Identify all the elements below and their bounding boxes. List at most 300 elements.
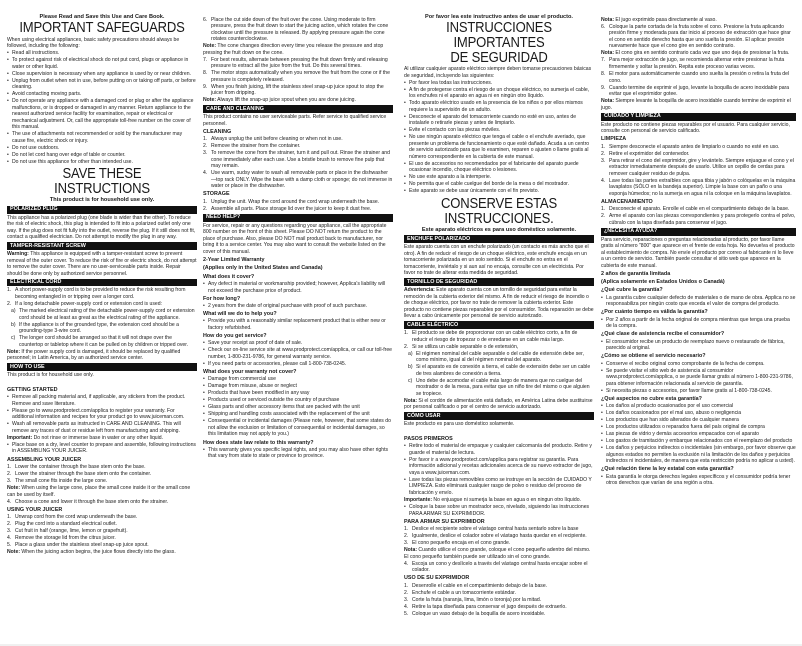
section-header-tamper-screw: TAMPER-RESISTANT SCREW — [7, 242, 197, 250]
list-item: • Desconecte el aparato del tomacorriente cuando no esté en uso, antes de instalarle o retirarle piezas y antes de limpiarlo. — [404, 114, 594, 127]
numbered-item — [404, 590, 594, 597]
assembling-list-es — [404, 526, 594, 547]
item-number: 4. — [404, 603, 409, 610]
list-item: • Products that have been modified in any way — [203, 390, 393, 397]
item-number: b) — [11, 321, 16, 328]
numbered-item — [203, 70, 393, 83]
list-item: • El uso de accesorios no recomendados por el fabricante del aparato puede ocasionar incendio, choque eléctrico o lesiones. — [404, 161, 594, 174]
list-item: • Se puede visitar el sitio web de asistencia al consumidor www.prodprotect.com/applica, o se puede llamar gratis al número 1-800-231-9786, para obtener información relacionada al servicio de garantía. — [601, 368, 796, 388]
item-number: 7. — [203, 56, 208, 63]
item-text: For best results, alternate between pressing the fruit down firmly and releasing pressure to extract all the juice from the fruit. Do this several times. — [211, 56, 388, 70]
item-text: El producto se debe de proporcionar con un cable eléctrico corto, a fin de reducir el riesgo de tropezar o de enredarse en un cable más largo. — [412, 330, 578, 343]
item-text: Retire la tapa diseñada para conservar el jugo después de extraerlo. — [412, 603, 567, 610]
storage-title: STORAGE — [203, 191, 230, 198]
item-number: b) — [408, 364, 413, 371]
tamper-screw-text-es: Advertencia: Este aparato cuenta con un tornillo de seguridad para evitar la remoción de la cubierta exterior del mismo. A fin de reducir el riesgo de incendio o de choque eléctrico, por favor no trate de remover la cubierta exterior. Este producto no contiene piezas reparables por el consumidor. Toda reparación se debe llevar a cabo únicamente por personal de servicio autorizado. — [404, 287, 594, 320]
list-item: • Los productos que han sido alterados de cualquier manera — [601, 417, 796, 424]
item-text: When you finish juicing, lift the stainless steel snap-up juice spout to stop the juicer from dripping. — [211, 83, 384, 97]
cord-sublist — [7, 308, 197, 348]
item-text: Uno debe de acomodar el cable más largo de manera que no cuelgue del mostrador o de la mesa, para evitar que un niño tire del mismo o que alguien se tropiece. — [416, 377, 590, 397]
numbered-item — [404, 364, 594, 377]
getting-started-list — [7, 394, 197, 434]
save-instructions-title: SAVE THESE INSTRUCTIONS — [54, 166, 150, 198]
warranty-a4-es — [601, 361, 796, 395]
numbered-item — [7, 528, 197, 535]
item-text: Place a glass under the stainless steel snap-up juice spout. — [15, 542, 149, 549]
numbered-item — [404, 344, 594, 351]
list-item: • 2 years from the date of original purchase with proof of such purchase. — [203, 303, 393, 310]
section-header-how-to-use: HOW TO USE — [7, 363, 197, 371]
item-number: 2. — [7, 470, 12, 477]
numbered-item — [404, 611, 594, 618]
warranty-q3: What will we do to help you? — [203, 311, 277, 318]
storage-list — [203, 199, 393, 213]
column-english-safeguards — [7, 14, 197, 556]
cleaning-list-es — [601, 144, 796, 198]
assembling-note: Note: When using the large cone, place the small cone inside it or the small cone can be used by itself. — [7, 485, 191, 498]
warranty-a3 — [203, 318, 393, 331]
numbered-item — [203, 143, 393, 150]
item-number: 5. — [404, 610, 409, 617]
section-header-need-help: NEED HELP? — [203, 214, 393, 222]
list-item: • Por favor lea todas las instrucciones. — [404, 80, 594, 87]
item-text: If the appliance is of the grounded type, the extension cord should be a grounding-type 3-wire cord. — [19, 321, 179, 335]
using-note-1: Note: The cone changes direction every time you release the pressure and stop pressing the fruit down on the cone. — [203, 43, 384, 56]
numbered-item — [203, 17, 393, 43]
warranty-a2-es — [601, 317, 796, 330]
numbered-item — [7, 464, 197, 471]
list-item: • Todo aparato eléctrico usado en la presencia de los niños o por ellos mismos requiere la supervisión de un adulto. — [404, 100, 594, 113]
list-item: • The use of attachments not recommended or sold by the manufacturer may cause fire, electric shock or injury. — [7, 131, 197, 144]
item-text: Igualmente, deslice el colador sobre el vástago hasta quedar en el recipiente. — [412, 533, 587, 540]
item-text: Remove the storage lid from the citrus juicer. — [15, 535, 116, 542]
getting-started-list-es — [404, 443, 594, 496]
list-item: • Remove all packing material and, if applicable, any stickers from the product. Remove and save literature. — [7, 394, 197, 407]
polarized-plug-text-es: Este aparato cuenta con un enchufe polarizado (un contacto es más ancho que el otro). A fin de reducir el riesgo de un choque eléctrico, este enchufe encaja en un tomacorriente polarizada en un solo sentido. Si el enchufe no entra en el tomacorriente, inviértalo y si aun así no encaja, consulte con un electricista. Por favor no trate de alterar esta medida de seguridad. — [404, 244, 589, 277]
warranty-q5: What does your warranty not cover? — [203, 368, 297, 375]
list-item: • Provide you with a reasonably similar replacement product that is either new or factory refurbished. — [203, 318, 393, 331]
important-note: Important: Do not rinse or immerse base in water or any other liquid. — [7, 434, 163, 441]
numbered-item — [203, 150, 393, 170]
item-number: 2. — [404, 533, 409, 540]
list-item: • Do not let cord hang over edge of table or counter. — [7, 152, 197, 159]
list-item: • Please go to www.prodprotect.com/applica to register your warranty. For additional information and recipes for your product go to www.juiceman.com. — [7, 408, 197, 421]
care-text-es: Este producto no contiene piezas reparables por el usuario. Para cualquier servicio, consulte con personal de servicio calificado. — [601, 121, 790, 135]
list-item: • Any defect in material or workmanship provided; however, Applica's liability will not exceed the purchase price of product. — [203, 281, 393, 294]
pre-title-es: Por favor lea este instructivo antes de usar el producto. — [425, 14, 573, 20]
numbered-item — [601, 213, 796, 226]
pre-title: Please Read and Save this Use and Care Book. — [39, 14, 165, 20]
item-number: 3. — [601, 157, 606, 164]
item-number: 4. — [601, 177, 606, 184]
save-instructions-title-es: CONSERVE ESTAS INSTRUCCIONES. — [441, 195, 557, 227]
warranty-q6-es: ¿Qué relación tiene la ley estatal con esta garantía? — [601, 466, 734, 473]
how-to-use-text: This product is for household use only. — [7, 372, 94, 379]
list-item: • Por 2 años a partir de la fecha original de compra mientras que tenga una prueba de la compra. — [601, 317, 796, 330]
item-text: Retire el exprimidor del contenedor. — [609, 150, 690, 157]
polarized-plug-text: This appliance has a polarized plug (one blade is wider than the other). To reduce the risk of electric shock, this plug is intended to fit into a polarized outlet only one way. If the plug does not fit fully into the outlet, reverse the plug. If it still does not fit, contact a qualified electrician. Do not attempt to modify the plug in any way. — [7, 214, 196, 241]
warranty-q2: For how long? — [203, 295, 241, 302]
item-number: 9. — [601, 84, 606, 91]
numbered-item — [404, 526, 594, 533]
numbered-item — [7, 499, 197, 506]
warranty-q1-es: ¿Qué cubre la garantía? — [601, 287, 663, 294]
list-item: • Esta garantía le otorga derechos legales específicos y el consumidor podría tener otros derechos que varían de una región a otra. — [601, 474, 796, 487]
item-number: a) — [11, 308, 16, 315]
list-item: • No use este aparato a la intemperie. — [404, 174, 594, 181]
cord-list-es — [404, 330, 594, 350]
assembling-list-2-es — [404, 561, 594, 574]
list-item: • Retire todo el material de empaque y cualquier calcomanía del producto. Retire y guarde el material de lectura. — [404, 443, 594, 456]
item-number: 7. — [601, 57, 606, 64]
numbered-item — [203, 57, 393, 70]
list-item: • Products used or serviced outside the country of purchase — [203, 397, 393, 404]
warranty-q2-es: ¿Por cuánto tiempo es válida la garantía? — [601, 309, 708, 316]
how-to-use-text-es: Este producto es para uso doméstico solamente. — [404, 421, 515, 428]
storage-list-es — [601, 206, 796, 226]
item-number: 1. — [601, 206, 606, 213]
item-text: Deslice el recipiente sobre el vástago central hasta sentarlo sobre la base — [412, 526, 579, 533]
numbered-item — [203, 199, 393, 206]
assembling-title-es: PARA ARMAR SU EXPRIMIDOR — [404, 518, 485, 525]
item-number: 1. — [7, 287, 12, 294]
list-item: • A fin de protegerse contra el riesgo de un choque eléctrico, no sumerja el cable, los enchufes ni el aparato en agua ni en ningún otro líquido. — [404, 87, 594, 100]
item-number: c) — [11, 335, 16, 342]
list-item: • Los daños al producto ocasionados por el uso comercial — [601, 403, 796, 410]
cord-note: Note: If the power supply cord is damaged, it should be replaced by qualified personnel; in Latin America, by an authorized service center. — [7, 348, 181, 362]
getting-started-title-es: PASOS PRIMEROS — [404, 435, 453, 442]
numbered-item — [7, 471, 197, 478]
item-text: Choose a cone and lower it through the base stem onto the strainer. — [15, 498, 169, 505]
item-text: Lower the container through the base stem onto the base. — [15, 463, 146, 470]
numbered-item — [601, 85, 796, 98]
item-text: Lower the strainer through the base stem onto the container. — [15, 470, 152, 477]
list-item: • El consumidor recibe un producto de reemplazo nuevo o restaurado de fábrica, parecido al original. — [601, 339, 796, 352]
warranty-q4: How do you get service? — [203, 332, 267, 339]
item-text: El cono pequeño encaja en el cono grande. — [412, 540, 511, 547]
list-item: • To protect against risk of electrical shock do not put cord, plugs or appliance in water or other liquid. — [7, 57, 197, 70]
item-number: 3. — [404, 540, 409, 547]
list-item: • Las piezas de vidrio y demás accesorios empacados con el aparato — [601, 431, 796, 438]
numbered-item — [601, 178, 796, 198]
list-item: • Damage from misuse, abuse or neglect — [203, 383, 393, 390]
list-item: • No permita que el cable cuelgue del borde de la mesa o del mostrador. — [404, 181, 594, 188]
numbered-item — [203, 136, 393, 143]
item-number: 1. — [7, 463, 12, 470]
getting-started-list-2-es — [404, 504, 594, 517]
numbered-item — [601, 158, 796, 178]
numbered-item — [203, 84, 393, 97]
item-number: 3. — [203, 150, 208, 157]
item-text: Lave todas las partes extraíbles con agua tibia y jabón o colóquelas en la máquina lavaplatos (SÓLO en la bandeja superior). Limpie la base con un paño o una esponja húmedos; no la sumerja en agua ni la coloque en la máquina lavaplatos. — [609, 177, 796, 197]
warranty-a1 — [203, 281, 393, 294]
section-header-need-help-es: ¿NECESITA AYUDA? — [601, 228, 796, 236]
assembling-list-2 — [7, 499, 197, 506]
section-header-polarized-plug-es: ENCHUFE POLARIZADO — [404, 235, 594, 243]
storage-title-es: ALMACENAMIENTO — [601, 198, 653, 205]
item-number: 2. — [601, 213, 606, 220]
cleaning-title: CLEANING — [203, 128, 232, 135]
section-header-care-cleaning-es: CUIDADO Y LIMPIEZA — [601, 113, 796, 121]
warranty-q4-es: ¿Cómo se obtiene el servicio necesario? — [601, 353, 706, 360]
numbered-item — [404, 378, 594, 398]
list-item: • Evite el contacto con las piezas móviles. — [404, 127, 594, 134]
numbered-item — [404, 561, 594, 574]
warranty-title-es: 2 años de garantía limitada — [601, 270, 671, 277]
list-item: • Avoid contacting moving parts. — [7, 91, 197, 98]
page-title-es-line2: DE SEGURIDAD — [450, 49, 548, 66]
numbered-item — [7, 535, 197, 542]
item-number: 2. — [601, 150, 606, 157]
numbered-item — [7, 301, 197, 308]
using-title-es: USO DE SU EXPRIMIDOR — [404, 575, 470, 582]
using-note-2: Note: Always lift the snap-up juice spout when you are done juicing. — [203, 97, 356, 104]
warranty-q3-es: ¿Qué clase de asistencia recibe el consumidor? — [601, 331, 725, 338]
item-text: Corte la fruta (naranja, lima, limón o toronja) por la mitad. — [412, 596, 542, 603]
section-header-tamper-screw-es: TORNILLO DE SEGURIDAD — [404, 278, 594, 286]
numbered-item — [203, 206, 393, 213]
numbered-item — [601, 144, 796, 151]
warranty-a4 — [203, 340, 393, 367]
cleaning-title-es: LIMPIEZA — [601, 136, 627, 143]
need-help-text-es: Para servicio, reparaciones o preguntas relacionadas al producto, por favor llame gratis al número "800" que aparece en el frente de esta hoja. No devuelva el producto al establecimiento de compra. No envíe el producto por correo al fabricante ni lo lleve a un centro de servicio. También puede consultar el sitio web que aparece en la cubierta de este manual. — [601, 236, 795, 269]
need-help-text: For service, repair or any questions regarding your appliance, call the appropriate 800 number on the front of this sheet. Please DO NOT return the product to the place of purchase. Also, please DO NOT mail product back to manufacturer, nor bring it to a service center. You may also want to consult the website listed on the cover of this manual. — [203, 222, 387, 255]
item-number: 4. — [203, 170, 208, 177]
item-text: Desconecte el aparato. Enrolle el cable en el compartimiento debajo de la base. — [609, 206, 790, 213]
list-item: • Place base on a dry, level counter to prepare and assemble, following instructions in ASSEMBLING YOUR JUICER. — [7, 442, 197, 455]
item-number: 3. — [7, 528, 12, 535]
warranty-a3-es — [601, 339, 796, 352]
numbered-item — [404, 351, 594, 364]
section-header-how-to-use-es: CÓMO USAR — [404, 412, 594, 420]
warranty-q5-es: ¿Qué aspectos no cubre esta garantía? — [601, 395, 702, 402]
item-number: 6. — [601, 23, 606, 30]
item-number: 1. — [601, 143, 606, 150]
item-number: 1. — [404, 526, 409, 533]
warranty-a5 — [203, 376, 393, 438]
item-number: 9. — [203, 83, 208, 90]
numbered-item — [7, 542, 197, 549]
column-spanish-safeguards — [404, 14, 594, 618]
list-item: • Coloque la base sobre un mostrador seco, nivelado, siguiendo las instrucciones PARA ARMAR SU EXPRIMIDOR. — [404, 504, 594, 517]
list-item: • Read all instructions. — [7, 50, 197, 57]
item-text: To remove the cone from the strainer, turn it and pull out. Rinse the strainer and cone immediately after each use. Use a bristle brush to remove fine pulp that may remain. — [211, 150, 390, 170]
numbered-item — [404, 330, 594, 343]
tamper-screw-text: Warning: This appliance is equipped with a tamper-resistant screw to prevent removal of the outer cover. To reduce the risk of fire or electric shock, do not attempt to remove the outer cover. There are no user-serviceable parts inside. Repair should be done only by authorized service personnel. — [7, 251, 197, 277]
item-text: Always unplug the unit before cleaning or when not in use. — [211, 136, 343, 143]
item-text: Si el aparato es de conexión a tierra, el cable de extensión debe ser un cable de tres alambres de conexión a tierra. — [416, 364, 591, 377]
item-number: 4. — [7, 498, 12, 505]
list-item: • Los daños ocasionados por el mal uso, abuso o negligencia — [601, 410, 796, 417]
numbered-item — [404, 533, 594, 540]
warranty-a6-es — [601, 474, 796, 487]
list-item: • Lave todas las piezas removibles como se instruye en la sección de CUIDADO Y LIMPIEZA. Esto eliminará cualquier rasgo de polvo o residuo del proceso de fabricación y envío. — [404, 477, 594, 497]
numbered-item — [7, 514, 197, 521]
safeguards-list-es — [404, 80, 594, 195]
item-text: The motor stops automatically when you remove the fruit from the cone or if the pressure is completely released. — [211, 70, 390, 83]
page-title: IMPORTANT SAFEGUARDS — [19, 20, 185, 37]
item-number: 1. — [203, 136, 208, 143]
item-text: Plug the cord into a standard electrical outlet. — [15, 521, 117, 528]
item-number: 1. — [404, 330, 409, 337]
assembling-title: ASSEMBLING YOUR JUICER — [7, 456, 82, 463]
page-title-es-line1: INSTRUCCIONES IMPORTANTES — [446, 20, 552, 51]
warranty-subtitle-es: (Aplica solamente en Estados Unidos o Canadá) — [601, 279, 725, 285]
list-item: • Shipping and handling costs associated with the replacement of the unit — [203, 411, 393, 418]
item-number: 6. — [203, 16, 208, 23]
item-text: The small cone fits inside the large cone. — [15, 477, 108, 484]
item-text: Cuando termine de exprimir el jugo, levante la boquilla de acero inoxidable para evitar que el exprimidor gotee. — [609, 84, 790, 98]
numbered-item — [404, 583, 594, 590]
safeguards-list — [7, 50, 197, 165]
item-text: Remove the strainer from the container. — [211, 143, 301, 150]
using-list-es — [404, 583, 594, 618]
list-item: • Los daños y perjuicios indirectos o incidentales (sin embargo, por favor observe que algunos estados no permiten la exclusión ni la limitación de los daños y perjuicios indirectos ni incidentales, de manera que esta restricción podría no aplicar a usted). — [601, 445, 796, 465]
item-number: 8. — [203, 70, 208, 77]
section-header-polarized-plug: POLARIZED PLUG — [7, 206, 197, 214]
cord-note-es: Nota: Si el cordón de alimentación está dañado, en América Latina debe sustituirse por personal calificado o por el centro de servicio autorizado. — [404, 397, 593, 411]
item-text: Unplug the unit. Wrap the cord around the cord wrap underneath the base. — [211, 198, 380, 205]
item-number: a) — [408, 350, 413, 357]
item-text: Para mejor extracción de jugo, se recomienda alternar entre presionar la fruta firmemente y soltar la presión. Repita este proceso varias veces. — [609, 57, 785, 70]
item-text: Use warm, sudsy water to wash all removable parts or place in the dishwasher—top rack ONLY. Wipe the base with a damp cloth or sponge; do not immerse in water or place in the dishwasher. — [211, 170, 393, 190]
important-note-es: Importante: No enjuague ni sumerja la base en agua o en ningun otro líquido. — [404, 497, 581, 503]
numbered-item — [7, 478, 197, 485]
item-text: Coloque la parte cortada de la fruta sobre el cono. Presione la fruta aplicando presión firme y moderada para dar inicio al proceso de extracción que hace girar el cono en sentido derecho hasta que uno suelta la presión. El aplicar presión nuevamente hace que el cono gire en sentido contrario. — [609, 23, 791, 50]
list-item: • Check our on-line service site at www.prodprotect.com/applica, or call our toll-free number, 1-800-231-9786, for general warranty service. — [203, 347, 393, 360]
column-spanish-care-warranty — [601, 16, 796, 487]
item-text: Enchufe el cable a un tomacorriente estándar. — [412, 589, 516, 596]
item-text: Place the cut side down of the fruit over the cone. Using moderate to firm pressure, press the fruit down to start the juicing action, which rotates the cone clockwise until the pressure is released. By applying pressure again the cone rotates counterclockwise. — [211, 16, 389, 43]
warranty-subtitle: (Applies only in the United States and Canada) — [203, 265, 323, 272]
cord-list — [7, 287, 197, 307]
list-item: • Si necesita piezas o accesorios, por favor llame gratis al 1-800-738-0245. — [601, 388, 796, 395]
column-english-care-warranty — [203, 16, 393, 460]
item-text: El régimen nominal del cable separable o del cable de extensión debe ser, como mínimo, igual al del régimen nominal del aparato. — [416, 350, 584, 364]
list-item: • Glass parts and other accessory items that are packed with the unit — [203, 404, 393, 411]
item-number: 8. — [601, 71, 606, 77]
using-list-cont-2 — [203, 57, 393, 97]
warranty-a1-es — [601, 295, 796, 308]
item-number: 1. — [203, 198, 208, 205]
item-text: A short power-supply cord is to be provided to reduce the risk resulting from becoming entangled in or tripping over a longer cord. — [15, 287, 186, 300]
item-text: If a long detachable power-supply cord or extension cord is used: — [15, 301, 162, 308]
list-item: • Consequential or incidental damages (Please note, however, that some states do not allow the exclusion or limitation of consequential or incidental damages, so this limitation may not apply to you.) — [203, 418, 393, 438]
item-number: 5. — [7, 542, 12, 549]
item-text: Cut fruit in half (orange, lime, lemon or grapefruit). — [15, 528, 128, 535]
item-number: 2. — [203, 143, 208, 150]
intro-text: When using electrical appliances, basic safety precautions should always be followed, including the following: — [7, 36, 180, 50]
numbered-item — [601, 71, 796, 84]
list-item: • Save your receipt as proof of date of sale. — [203, 340, 393, 347]
item-number: 3. — [7, 477, 12, 484]
using-note-2-es: Nota: Siempre levante la boquilla de acero inoxidable cuando termine de exprimir el jugo. — [601, 98, 791, 111]
item-text: Escoja un cono y deslícelo a través del vástago central hasta encajar sobre el colador. — [412, 560, 588, 574]
intro-text-es: Al utilizar cualquier aparato eléctrico siempre deben tomarse precauciones básicas de seguridad, incluyendo las siguientes: — [404, 66, 592, 79]
list-item: • Close supervision is necessary when any appliance is used by or near children. — [7, 71, 197, 78]
section-header-electrical-cord-es: CABLE ELÉCTRICO — [404, 321, 594, 329]
numbered-item — [7, 335, 197, 348]
warranty-a2 — [203, 303, 393, 310]
list-item: • Do not use this appliance for other than intended use. — [7, 159, 197, 166]
item-number: 1. — [404, 582, 409, 589]
using-title: USING YOUR JUICER — [7, 506, 63, 513]
numbered-item — [203, 170, 393, 190]
item-text: Unwrap cord from the cord wrap underneath the base. — [15, 514, 138, 521]
getting-started-list-2 — [7, 442, 197, 455]
numbered-item — [601, 151, 796, 158]
household-note-es: Este aparato eléctricos es para uso doméstico solamente. — [421, 226, 577, 233]
list-item: • Los gastos de tramitación y embarque relacionados con el reemplazo del producto — [601, 438, 796, 445]
list-item: • Los productos utilizados o reparados fuera del país original de compra — [601, 424, 796, 431]
item-number: 2. — [203, 205, 208, 212]
warranty-q1: What does it cover? — [203, 273, 255, 280]
care-text: This product contains no user serviceable parts. Refer service to qualified service personnel. — [203, 114, 387, 127]
assembling-list — [7, 464, 197, 485]
list-item: • Wash all removable parts as instructed in CARE AND CLEANING. This will remove any traces of dust or residue left from manufacturing and shipping. — [7, 421, 197, 434]
list-item: • Este aparato se debe usar únicamente con el fin previsto. — [404, 188, 594, 195]
warranty-q6: How does state law relate to this warranty? — [203, 439, 314, 446]
warranty-title: 2-Year Limited Warranty — [203, 256, 265, 263]
numbered-item — [601, 206, 796, 213]
list-item: • If you need parts or accessories, please call 1-800-738-0245. — [203, 361, 393, 368]
item-number: 4. — [7, 535, 12, 542]
using-note-1-es: Nota: El cono gira en sentido contrario cada vez que uno deja de presionar la fruta. — [601, 50, 790, 57]
item-text: The longer cord should be arranged so that it will not drape over the countertop or tabletop where it can be pulled on by children or tripped over. — [19, 335, 189, 348]
item-text: Desenrolle el cable en el compartimiento debajo de la base. — [412, 582, 548, 589]
numbered-item — [7, 521, 197, 528]
item-number: 4. — [404, 560, 409, 567]
numbered-item — [404, 597, 594, 604]
item-number: 2. — [404, 343, 409, 350]
list-item: • La garantía cubre cualquier defecto de materiales o de mano de obra. Applica no se responsabiliza por ningún costo que exceda el valor de compra del producto. — [601, 295, 796, 308]
section-header-care-cleaning: CARE AND CLEANING — [203, 105, 393, 113]
section-header-electrical-cord: ELECTRICAL CORD — [7, 279, 197, 287]
item-text: Coloque un vaso debajo de la boquilla de acero inoxidable. — [412, 610, 546, 617]
numbered-item — [601, 24, 796, 50]
item-text: Para retirar el cono del exprimidor, gire y levántelo. Siempre enjuague el cono y el extractor inmediatamente después de usarlo. Utilice un cepillo de cerdas para remover cualquier residuo de pulpa. — [609, 157, 794, 177]
item-number: c) — [408, 377, 413, 384]
using-list-cont — [203, 17, 393, 43]
list-item: • Damage from commercial use — [203, 376, 393, 383]
list-item: • This warranty gives you specific legal rights, and you may also have other rights that vary from state to state or province to province. — [203, 447, 393, 460]
warranty-a6 — [203, 447, 393, 460]
list-item: • No use ningún aparato eléctrico que tenga el cable o el enchufe averiado, que presente un problema de funcionamiento o que esté dañado. Acuda a un centro de servicio autorizado para que lo examinen, reparen o ajusten o llame gratis al número correspondiente en la cubierta de este manual. — [404, 134, 594, 160]
numbered-item — [7, 308, 197, 321]
using-note: Note: When the juicing action begins, the juice flows directly into the glass. — [7, 549, 176, 556]
warranty-a5-es — [601, 403, 796, 465]
item-number: 1. — [7, 514, 12, 521]
using-note-0-es: Nota: El jugo exprimido pasa directamente al vaso. — [601, 16, 717, 23]
numbered-item — [404, 604, 594, 611]
item-number: 2. — [7, 301, 12, 308]
numbered-item — [7, 322, 197, 335]
item-text: El motor para automáticamente cuando uno suelta la presión o retira la fruta del cono. — [609, 71, 790, 84]
numbered-item — [404, 540, 594, 547]
item-text: Si se utiliza un cable separable o de extensión, — [412, 343, 519, 350]
using-list — [7, 514, 197, 549]
item-number: 3. — [404, 596, 409, 603]
list-item: • Do not operate any appliance with a damaged cord or plug or after the appliance malfunctions, or is dropped or damaged in any manner. Return appliance to the nearest authorized service facility for examination, repair or electrical or mechanical adjustment. Or, call the appropriate toll-free number on the cover of this manual. — [7, 98, 197, 131]
item-text: Arme el aparato con las piezas correspondientes y para protegerlo contra el polvo, cúbralo con la tapa diseñada para conservar el jugo. — [609, 213, 796, 226]
numbered-item — [7, 287, 197, 300]
assembling-note-es: Nota: Cuando utilice el cono grande, coloque el cono pequeño adentro del mismo. El cono pequeño también puede ser utilizado sin el cono grande. — [404, 547, 591, 560]
household-note: This product is for household use only. — [49, 196, 155, 203]
using-list-cont-2-es — [601, 57, 796, 97]
list-item: • Do not use outdoors. — [7, 145, 197, 152]
list-item: • Unplug from outlet when not in use, before putting on or taking off parts, or before cleaning. — [7, 78, 197, 91]
getting-started-title: GETTING STARTED — [7, 386, 58, 393]
